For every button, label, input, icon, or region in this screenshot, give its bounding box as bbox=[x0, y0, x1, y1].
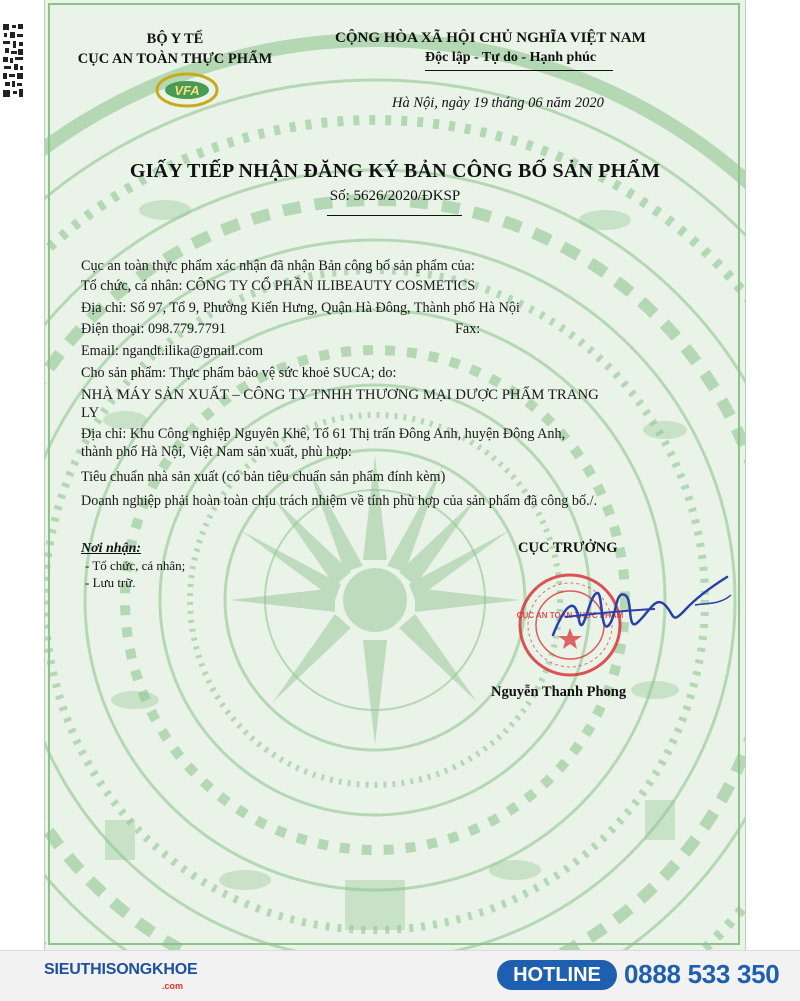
seal-text: CỤC AN TOÀN THỰC PHẨM bbox=[516, 611, 624, 620]
certificate-document bbox=[44, 0, 746, 950]
brand-logo-text[interactable]: SIEUTHISONGKHOE bbox=[44, 961, 198, 978]
body-line-email: Email: ngandt.ilika@gmail.com bbox=[81, 343, 264, 359]
agency-name: CỤC AN TOÀN THỰC PHẨM bbox=[77, 51, 273, 67]
document-number: Số: 5626/2020/ĐKSP bbox=[329, 188, 461, 204]
body-line-organization: Tổ chức, cá nhân: CÔNG TY CỔ PHẦN ILIBEAUTY COSMETICS bbox=[81, 278, 476, 294]
signer-name: Nguyễn Thanh Phong bbox=[491, 684, 627, 700]
country-name: CỘNG HÒA XÃ HỘI CHỦ NGHĨA VIỆT NAM bbox=[335, 30, 646, 46]
title-underline bbox=[327, 215, 462, 216]
body-line-address: Địa chỉ: Số 97, Tổ 9, Phường Kiến Hưng, Quận Hà Đông, Thành phố Hà Nội bbox=[81, 300, 520, 316]
recipient-item: - Lưu trữ. bbox=[85, 575, 136, 590]
motto-underline bbox=[425, 70, 613, 71]
document-title: GIẤY TIẾP NHẬN ĐĂNG KÝ BẢN CÔNG BỐ SẢN PHẨM bbox=[129, 160, 661, 182]
vfa-logo bbox=[149, 66, 225, 110]
qr-code-icon bbox=[2, 22, 24, 102]
hotline-number[interactable]: 0888 533 350 bbox=[624, 959, 780, 989]
recipient-item: - Tổ chức, cá nhân; bbox=[85, 558, 186, 573]
body-line-fax: Fax: bbox=[455, 321, 481, 337]
body-line-factory-address-cont: thành phố Hà Nội, Việt Nam sản xuất, phù hợp: bbox=[81, 444, 352, 460]
hotline-label-button[interactable]: HOTLINE bbox=[497, 960, 617, 990]
recipients-heading: Nơi nhận: bbox=[81, 541, 142, 556]
body-line-manufacturer-cont: LY bbox=[81, 405, 100, 421]
body-line-manufacturer: NHÀ MÁY SẢN XUẤT – CÔNG TY TNHH THƯƠNG MẠI DƯỢC PHẨM TRANG bbox=[81, 387, 599, 403]
signer-title: CỤC TRƯỞNG bbox=[518, 540, 618, 556]
national-motto: Độc lập - Tự do - Hạnh phúc bbox=[425, 50, 597, 65]
handwritten-signature bbox=[545, 565, 735, 660]
body-line-factory-address: Địa chỉ: Khu Công nghiệp Nguyên Khê, Tổ 61 Thị trấn Đông Anh, huyện Đông Anh, bbox=[81, 426, 566, 442]
qr-code-area bbox=[0, 0, 44, 120]
issue-date: Hà Nội, ngày 19 tháng 06 năm 2020 bbox=[392, 95, 604, 111]
vfa-logo-text: VFA bbox=[174, 83, 200, 98]
body-line-responsibility: Doanh nghiệp phải hoàn toàn chịu trách nhiệm về tính phù hợp của sản phẩm đã công bố./. bbox=[81, 493, 598, 509]
body-line-phone: Điện thoại: 098.779.7791 bbox=[81, 321, 227, 337]
body-line-standard: Tiêu chuẩn nhà sản xuất (có bản tiêu chuẩn sản phẩm đính kèm) bbox=[81, 469, 446, 485]
body-line-product: Cho sản phẩm: Thực phẩm bảo vệ sức khoẻ SUCA; do: bbox=[81, 365, 397, 381]
body-line-intro: Cục an toàn thực phẩm xác nhận đã nhận Bản công bố sản phẩm của: bbox=[81, 258, 475, 274]
brand-domain-text: .com bbox=[162, 981, 184, 991]
site-footer-banner bbox=[0, 950, 800, 1001]
ministry-name: BỘ Y TẾ bbox=[146, 31, 204, 47]
